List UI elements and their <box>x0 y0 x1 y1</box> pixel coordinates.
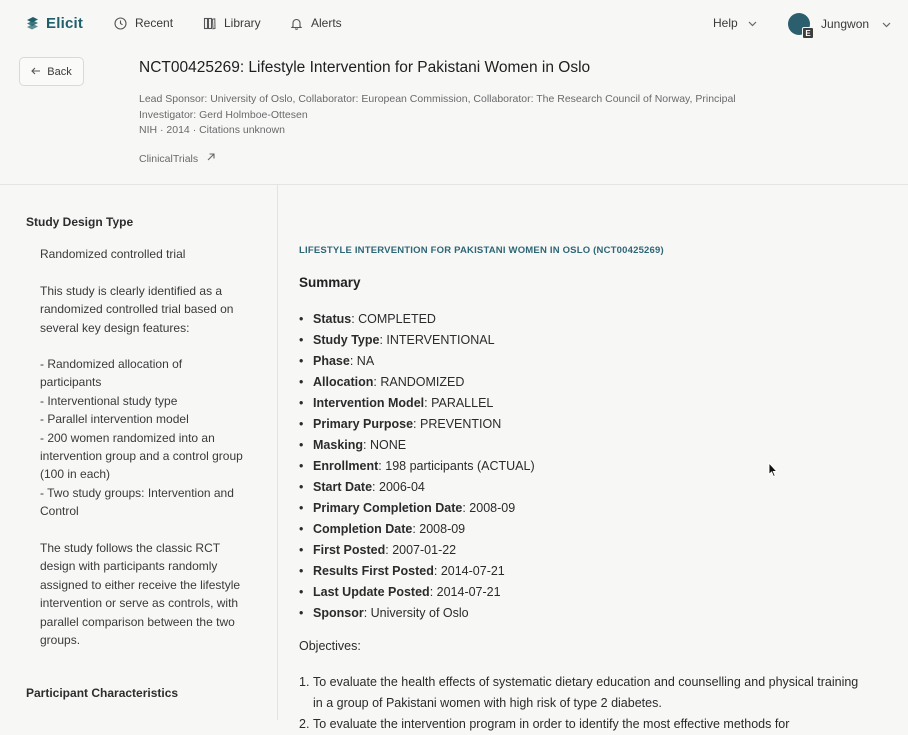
study-design-bullets <box>40 355 245 521</box>
library-icon <box>203 17 216 30</box>
brand-name: Elicit <box>46 15 84 32</box>
list-item: • Completion Date: 2008-09 <box>299 519 535 540</box>
design-bullet: - Parallel intervention model <box>40 412 189 427</box>
study-design-heading: Study Design Type <box>26 215 134 229</box>
list-item: • Primary Purpose: PREVENTION <box>299 414 535 435</box>
clinicaltrials-link[interactable] <box>139 152 216 165</box>
list-item: • Intervention Model: PARALLEL <box>299 393 535 414</box>
summary-heading: Summary <box>299 275 361 290</box>
sponsor-line-2: Investigator: Gerd Holmboe-Ottesen <box>139 108 308 121</box>
list-item: 2. To evaluate the intervention program in order to identify the most effective methods for <box>299 717 790 731</box>
list-item: • Allocation: RANDOMIZED <box>299 372 535 393</box>
bell-icon <box>290 17 303 30</box>
design-bullet: - Interventional study type <box>40 393 178 408</box>
nav-recent-label: Recent <box>135 16 174 30</box>
clock-icon <box>114 17 127 30</box>
chevron-down-icon <box>748 16 757 30</box>
participant-characteristics-heading: Participant Characteristics <box>26 686 179 700</box>
help-label: Help <box>713 16 738 30</box>
list-item: • Last Update Posted: 2014-07-21 <box>299 582 535 603</box>
workspace-badge: E <box>802 27 814 39</box>
external-link-icon <box>206 152 216 165</box>
study-design-explanation: This study is clearly identified as a randomized controlled trial based on several key design features: <box>40 284 234 335</box>
sponsor-line-1: Lead Sponsor: University of Oslo, Collaborator: European Commission, Collaborator: The Research Council of Norway, Principal <box>139 93 736 105</box>
nav-alerts[interactable] <box>290 16 342 30</box>
user-name: Jungwon <box>821 17 870 31</box>
document-kicker: LIFESTYLE INTERVENTION FOR PAKISTANI WOMEN IN OSLO (NCT00425269) <box>299 245 664 256</box>
design-bullet: - Randomized allocation of participants <box>40 357 183 390</box>
source-line: NIH · 2014 · Citations unknown <box>139 124 285 136</box>
nav-alerts-label: Alerts <box>311 16 342 30</box>
list-item: • Enrollment: 198 participants (ACTUAL) <box>299 456 535 477</box>
list-item: • Start Date: 2006-04 <box>299 477 535 498</box>
help-menu[interactable] <box>713 16 757 30</box>
study-meta <box>139 92 799 139</box>
list-item: • Sponsor: University of Oslo <box>299 603 535 624</box>
list-item: • Status: COMPLETED <box>299 309 535 330</box>
list-item: • Study Type: INTERVENTIONAL <box>299 330 535 351</box>
elicit-logo-icon <box>26 16 40 32</box>
study-design-value: Randomized controlled trial <box>40 247 186 261</box>
design-bullet: - 200 women randomized into an intervention group and a control group (100 in each) <box>40 430 243 482</box>
document-panel[interactable] <box>278 185 908 731</box>
back-button[interactable] <box>19 57 84 86</box>
page-title: NCT00425269: Lifestyle Intervention for Pakistani Women in Oslo <box>139 59 591 76</box>
nav-library[interactable] <box>203 16 261 30</box>
back-label: Back <box>47 65 72 78</box>
user-menu[interactable] <box>788 13 891 38</box>
objectives-label: Objectives: <box>299 639 361 653</box>
clinicaltrials-label: ClinicalTrials <box>139 152 199 165</box>
top-nav <box>0 0 908 48</box>
design-bullet: - Two study groups: Intervention and Control <box>40 485 234 519</box>
nav-recent[interactable] <box>114 16 173 30</box>
study-design-summary: The study follows the classic RCT design with participants randomly assigned to either receive the lifestyle intervention or serve as controls, with parallel comparison between the two groups. <box>40 541 241 648</box>
list-item: 1. To evaluate the health effects of systematic dietary education and counselling and physical training in a group of Pakistani women with high risk of type 2 diabetes. <box>299 675 859 710</box>
mouse-cursor-icon <box>768 462 778 483</box>
arrow-left-icon <box>31 66 41 78</box>
list-item: • Phase: NA <box>299 351 535 372</box>
study-facts-list <box>299 309 535 624</box>
list-item: • First Posted: 2007-01-22 <box>299 540 535 561</box>
extraction-panel[interactable] <box>0 185 277 720</box>
avatar <box>788 13 811 38</box>
nav-library-label: Library <box>224 16 261 30</box>
brand-logo[interactable] <box>26 15 83 32</box>
chevron-down-icon <box>882 17 891 31</box>
list-item: • Results First Posted: 2014-07-21 <box>299 561 535 582</box>
list-item: • Primary Completion Date: 2008-09 <box>299 498 535 519</box>
list-item: • Masking: NONE <box>299 435 535 456</box>
objectives-list <box>299 672 869 735</box>
